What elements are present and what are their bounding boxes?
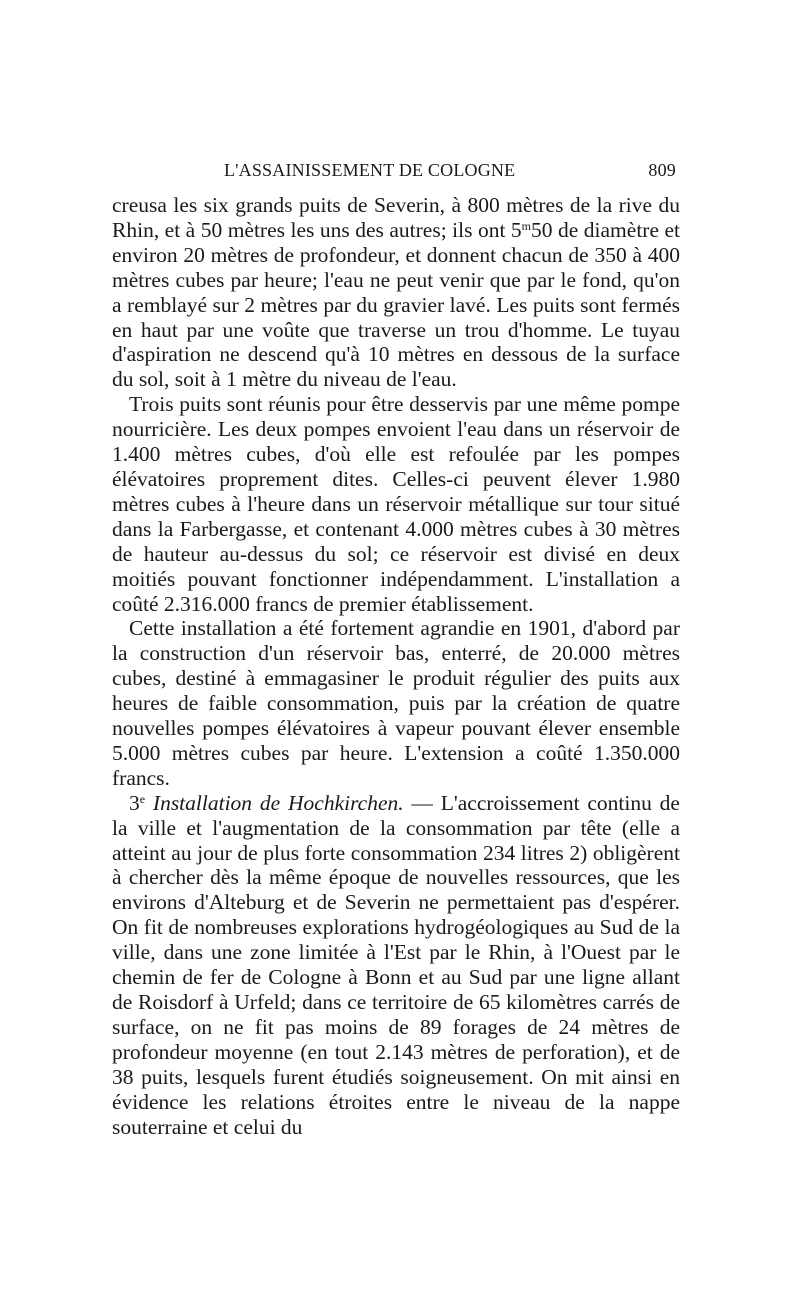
paragraph-text: 50 de diamètre et environ 20 mètres de profondeur, et donnent chacun de 350 à 400 mètres cubes par heure; l'eau ne peut venir que par le fond, qu'on a remblayé sur 2 mètres par du gravier lavé. Les puits sont fermés en haut par une voûte que traverse un trou d'homme. Le tuyau d'aspiration ne descend qu'à 10 mètres en dessous de la surface du sol, soit à 1 mètre du niveau de l'eau. [112, 217, 680, 392]
book-page [112, 0, 680, 1304]
unit-superscript: m [521, 218, 532, 233]
paragraph-text: creusa les six grands puits de Severin, à 800 mètres de la rive du Rhin, et à 50 mètres les uns des autres; ils ont 5 [112, 193, 680, 242]
page-number: 809 [648, 160, 676, 180]
ordinal-superscript: e [139, 791, 146, 806]
paragraph: Trois puits sont réunis pour être desservis par une même pompe nourricière. Les deux pompes envoient l'eau dans un réservoir de 1.400 mètres cubes, d'où elle est refoulée par les pompes élévatoires proprement dites. Celles-ci peuvent élever 1.980 mètres cubes à l'heure dans un réservoir métallique sur tour situé dans la Farbergasse, et contenant 4.000 mètres cubes à 30 mètres de hauteur au-dessus du sol; ce réservoir est divisé en deux moitiés pouvant fonctionner indépendamment. L'installation a coûté 2.316.000 francs de premier établissement. [112, 392, 680, 616]
section-number: 3 [129, 790, 140, 815]
section-heading: Installation de Hochkirchen. [152, 790, 404, 815]
paragraph: Cette installation a été fortement agrandie en 1901, d'abord par la construction d'un réservoir bas, enterré, de 20.000 mètres cubes, destiné à emmagasiner le produit régulier des puits aux heures de faible consommation, puis par la création de quatre nouvelles pompes élévatoires à vapeur pouvant élever ensemble 5.000 mètres cubes par heure. L'extension a coûté 1.350.000 francs. [112, 616, 680, 790]
section-paragraph [112, 791, 680, 1140]
paragraph-text: — L'accroissement continu de la ville et l'augmentation de la consommation par tête (elle a atteint au jour de plus forte consommation 234 litres 2) obligèrent à chercher dès la même époque de nouvelles ressources, que les environs d'Alteburg et de Severin ne permettaient pas d'espérer. On fit de nombreuses explorations hydrogéologiques au Sud de la ville, dans une zone limitée à l'Est par le Rhin, à l'Ouest par le chemin de fer de Cologne à Bonn et au Sud par une ligne allant de Roisdorf à Urfeld; dans ce territoire de 65 kilomètres carrés de surface, on ne fit pas moins de 89 forages de 24 mètres de profondeur moyenne (en tout 2.143 mètres de perforation), et de 38 puits, lesquels furent étudiés soigneusement. On mit ainsi en évidence les relations étroites entre le niveau de la nappe souterraine et celui du [112, 790, 680, 1139]
paragraph-continued [112, 193, 680, 392]
running-head [112, 160, 680, 184]
body-text [112, 193, 680, 1139]
running-title: L'ASSAINISSEMENT DE COLOGNE [224, 160, 516, 180]
